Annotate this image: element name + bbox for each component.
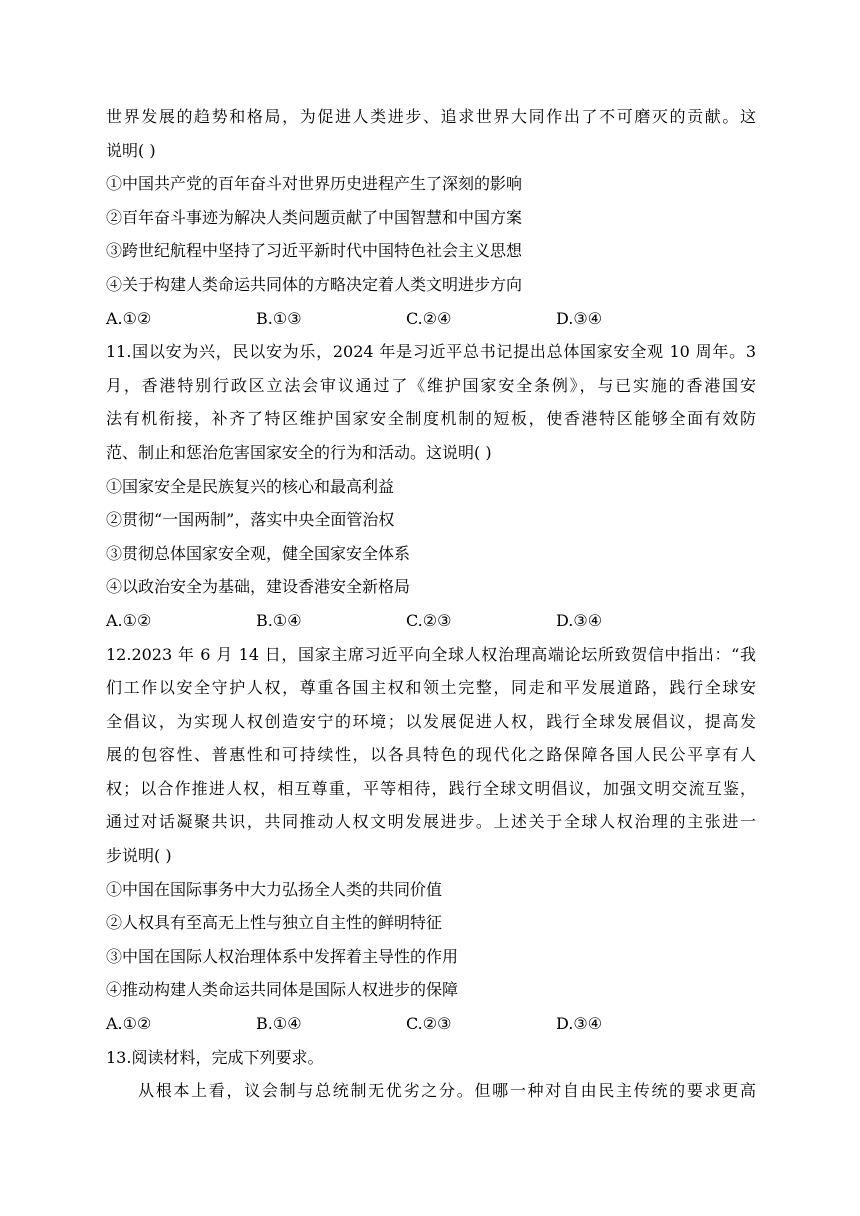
q13-stem: 13.阅读材料，完成下列要求。 — [106, 1047, 324, 1067]
q10-option-2: ②百年奋斗事迹为解决人类问题贡献了中国智慧和中国方案 — [106, 207, 523, 227]
q10-option-4: ④关于构建人类命运共同体的方略决定着人类文明进步方向 — [106, 274, 523, 294]
q11-stem-line-3: 法有机衔接，补齐了特区维护国家安全制度机制的短板，使香港特区能够全面有效防 — [106, 409, 756, 429]
q12-stem-line-1: 12.2023 年 6 月 14 日，国家主席习近平向全球人权治理高端论坛所致贺信中指出：“我 — [106, 644, 756, 664]
q12-choices — [106, 1007, 756, 1041]
q11-option-2: ②贯彻“一国两制”，落实中央全面管治权 — [106, 510, 395, 530]
q12-choice-d: D.③④ — [556, 1014, 603, 1034]
document-page — [106, 100, 756, 1108]
q13-material-line-1: 从根本上看，议会制与总统制无优劣之分。但哪一种对自由民主传统的要求更高 — [138, 1081, 756, 1101]
q12-option-2: ②人权具有至高无上性与独立自主性的鲜明特征 — [106, 913, 443, 933]
q11-stem-line-1: 11.国以安为兴，民以安为乐，2024 年是习近平总书记提出总体国家安全观 10 周年。3 — [106, 342, 756, 362]
q12-stem-line-5: 权；以合作推进人权，相互尊重，平等相待，践行全球文明倡议，加强文明交流互鉴， — [106, 778, 756, 798]
q12-option-4: ④推动构建人类命运共同体是国际人权进步的保障 — [106, 980, 459, 1000]
q10-choice-a: A.①② — [106, 308, 152, 328]
q12-option-3: ③中国在国际人权治理体系中发挥着主导性的作用 — [106, 946, 459, 966]
q11-stem-line-2: 月，香港特别行政区立法会审议通过了《维护国家安全条例》，与已实施的香港国安 — [106, 375, 756, 395]
q11-choices — [106, 604, 756, 638]
q10-option-3: ③跨世纪航程中坚持了习近平新时代中国特色社会主义思想 — [106, 241, 523, 261]
q10-stem-line-1: 世界发展的趋势和格局，为促进人类进步、追求世界大同作出了不可磨灭的贡献。这 — [106, 107, 756, 126]
q10-choice-b: B.①③ — [256, 308, 302, 328]
q10-option-1: ①中国共产党的百年奋斗对世界历史进程产生了深刻的影响 — [106, 174, 523, 194]
q12-stem-line-7: 步说明( ) — [106, 846, 172, 866]
q11-option-1: ①国家安全是民族复兴的核心和最高利益 — [106, 476, 395, 496]
q11-choice-d: D.③④ — [556, 610, 603, 630]
q11-choice-c: C.②③ — [406, 610, 452, 630]
q10-choice-c: C.②④ — [406, 308, 452, 328]
q11-choice-b: B.①④ — [256, 610, 302, 630]
q10-choice-d: D.③④ — [556, 308, 603, 328]
q12-choice-a: A.①② — [106, 1014, 152, 1034]
q12-choice-b: B.①④ — [256, 1014, 302, 1034]
q11-option-3: ③贯彻总体国家安全观，健全国家安全体系 — [106, 543, 411, 563]
q12-stem-line-2: 们工作以安全守护人权，尊重各国主权和领土完整，同走和平发展道路，践行全球安 — [106, 678, 756, 698]
q12-stem-line-4: 展的包容性、普惠性和可持续性，以各具特色的现代化之路保障各国人民公平享有人 — [106, 745, 756, 765]
q10-stem-line-2: 说明( ) — [106, 140, 156, 160]
q12-option-1: ①中国在国际事务中大力弘扬全人类的共同价值 — [106, 879, 443, 899]
q12-stem-line-3: 全倡议，为实现人权创造安宁的环境；以发展促进人权，践行全球发展倡议，提高发 — [106, 711, 756, 731]
q11-choice-a: A.①② — [106, 610, 152, 630]
q11-option-4: ④以政治安全为基础，建设香港安全新格局 — [106, 577, 411, 597]
q10-choices — [106, 302, 756, 336]
q12-choice-c: C.②③ — [406, 1014, 452, 1034]
q12-stem-line-6: 通过对话凝聚共识，共同推动人权文明发展进步。上述关于全球人权治理的主张进一 — [106, 812, 756, 832]
q11-stem-line-4: 范、制止和惩治危害国家安全的行为和活动。这说明( ) — [106, 442, 492, 462]
